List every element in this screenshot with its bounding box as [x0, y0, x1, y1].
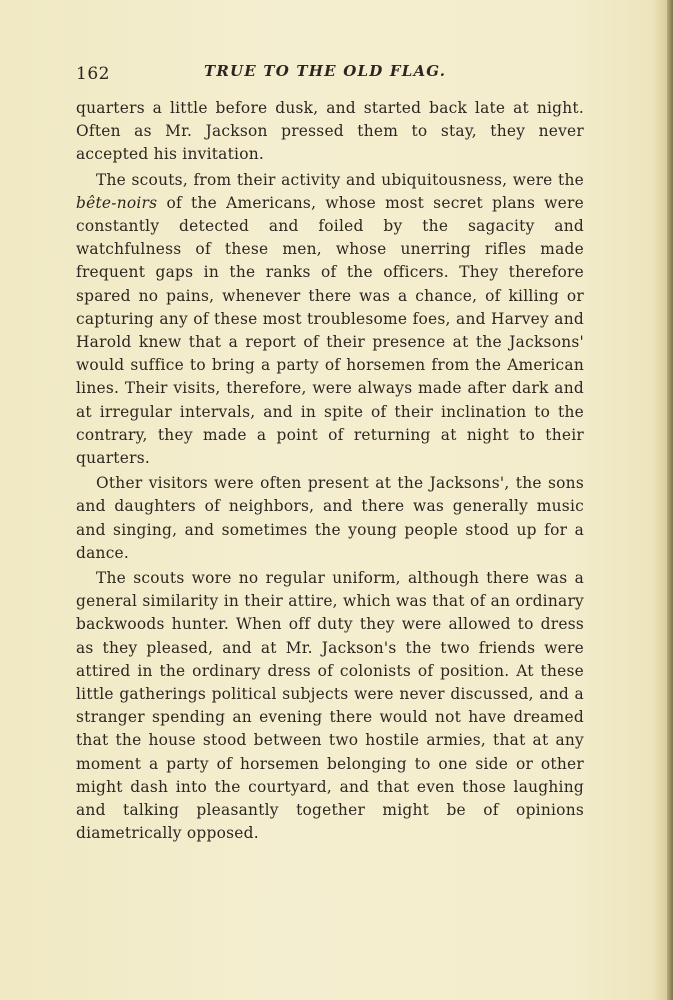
paragraph-1: quarters a little before dusk, and started back late at night. Often as Mr. Jackson pressed them to stay, they never accepted his invitation. [76, 99, 584, 164]
paragraph-2-part-1: The scouts, from their activity and ubiquitousness, were the [96, 170, 584, 189]
body-text [76, 97, 584, 846]
running-title: TRUE TO THE OLD FLAG. [204, 62, 447, 80]
foreign-term: bête-noirs [76, 193, 158, 212]
paragraph-2 [76, 169, 584, 471]
page-number: 162 [76, 64, 110, 84]
page-header [76, 58, 596, 88]
paragraph-3: Other visitors were often present at the Jacksons', the sons and daughters of neighbors, and there was generally music and singing, and sometimes the young people stood up for a dance. [76, 474, 584, 562]
paragraph-2-part-2: of the Americans, whose most secret plans were constantly detected and foiled by the sagacity and watchfulness of these men, whose unerring rifles made frequent gaps in the ranks of the officers. They therefore spared no pains, whenever there was a chance, of killing or capturing any of these most troublesome foes, and Harvey and Harold knew that a report of their presence at the Jacksons' would suffice to bring a party of horsemen from the American lines. Their visits, therefore, were always made after dark and at irregular intervals, and in spite of their inclination to the contrary, they made a point of returning at night to their quarters. [76, 193, 584, 468]
paragraph-4: The scouts wore no regular uniform, although there was a general similarity in their attire, which was that of an ordinary backwoods hunter. When off duty they were allowed to dress as they pleased, and at Mr. Jackson's the two friends were attired in the ordinary dress of colonists of position. At these little gatherings political subjects were never discussed, and a stranger spending an evening there would not have dreamed that the house stood between two hostile armies, that at any moment a party of horsemen belonging to one side or other might dash into the courtyard, and that even those laughing and talking pleasantly together might be of opinions diametrically opposed. [76, 569, 584, 843]
page-edge-shadow [667, 0, 673, 1000]
